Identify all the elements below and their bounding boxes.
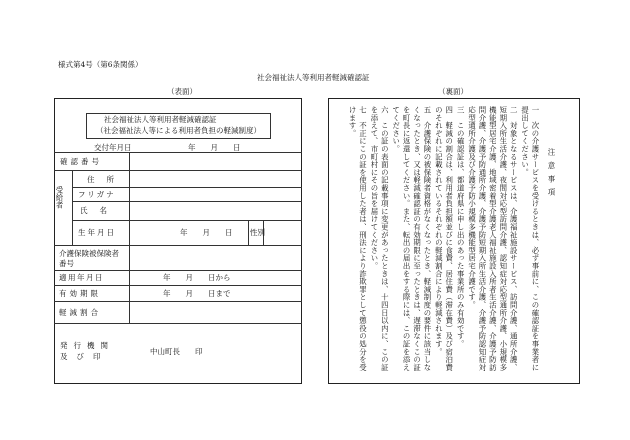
row-divider [54, 152, 302, 153]
cert-number-label: 確認番号 [60, 157, 102, 166]
row-divider [72, 220, 302, 221]
note-item-7: 七 不正にこの証を使用した者は、刑法により詐欺罪として懲役の処分を受けます。 [348, 106, 368, 372]
issuer-value: 中山町長 印 [150, 347, 203, 356]
note-item-3: 三 この確認証は、都道府県に申し出のあった事業所のみ有効です。 [456, 106, 466, 348]
start-date-label: 適用年月日 [59, 273, 104, 282]
back-side-label: （裏面） [438, 87, 468, 96]
back-notes-area [332, 106, 574, 378]
furigana-label: フリガナ [78, 190, 116, 199]
address-label: 住所 [87, 175, 126, 184]
gender-label: 性別 [250, 228, 265, 237]
row-divider [54, 245, 302, 246]
valid-until-value: 年 月 日まで [163, 289, 231, 298]
note-item-5: 五 介護保険の被保険者資格がなくなったとき、軽減制度の要件に該当しなくなったとき、又は軽減確認証の有効期限に至ったときは、遅滞なくこの証を町長に返還してください。また、転出の届出をする際には、この証を添えてください。 [391, 106, 432, 372]
certificate-title: 社会福祉法人等利用者軽減確認証 [104, 115, 217, 124]
certificate-subtitle: （社会福祉法人等による利用者負担の軽減制度） [96, 126, 261, 135]
recipient-label: 受給者 [55, 186, 64, 209]
document-title: 社会福祉法人等利用者軽減確認証 [257, 73, 370, 82]
note-item-1: 一 次の介護サービスを受けるときは、必ず事前に、この確認証を事業者に提出してください。 [520, 106, 540, 372]
row-divider [72, 187, 302, 188]
front-side-label: （表面） [167, 87, 197, 96]
insured-number-label: 介護保険被保険者 [59, 249, 119, 258]
recipient-column-divider [72, 170, 73, 245]
notes-title: 注意事項 [547, 148, 556, 202]
note-item-4: 四 軽減の割合は、利用者負担額並びに食費、居住費（滞在費）及び宿泊費のそれぞれに記載されているそれぞれの軽減割合により軽減されます。 [434, 106, 454, 372]
issuer-label-2: 及び印 [60, 352, 110, 361]
reduction-rate-label: 軽減割合 [59, 308, 101, 317]
issuer-label: 発行機関 [60, 341, 114, 350]
birth-date-label: 生年月日 [78, 228, 116, 237]
row-divider [54, 170, 302, 171]
row-divider [54, 301, 302, 302]
row-divider [72, 201, 302, 202]
issue-date-label: 交付年月日 [94, 143, 132, 152]
row-divider [54, 285, 302, 286]
note-item-6: 六 この証の表面の記載事項に変更があったときは、十四日以内に、この証を添えて、市町村にその旨を届けてください。 [369, 106, 390, 372]
row-divider [54, 270, 302, 271]
name-label: 氏名 [80, 206, 119, 215]
label-column-divider [129, 152, 130, 323]
birth-date-value: 年 月 日 [180, 228, 233, 237]
gender-column-divider [248, 220, 249, 245]
valid-until-label: 有効期限 [59, 289, 101, 298]
note-item-2: 二 対象となるサービスは、介護福祉施設サービス、訪問介護、通所介護、短期入所生活介護、夜間対応型訪問介護、認知症対応型通所介護、小規模多機能型居宅介護、地域密着型介護老人福祉施設入所者生活介護、介護予防訪問介護、介護予防通所介護、介護予防短期入所生活介護、介護予防認知症対応型通所介護及び介護予防小規模多機能型居宅介護です。 [467, 106, 519, 372]
start-date-value: 年 月 日から [163, 273, 231, 282]
insured-number-label-2: 番号 [59, 259, 74, 268]
row-divider [54, 323, 302, 324]
form-number: 様式第4号（第6条関係） [58, 60, 143, 69]
issue-date-value: 年 月 日 [188, 143, 241, 152]
